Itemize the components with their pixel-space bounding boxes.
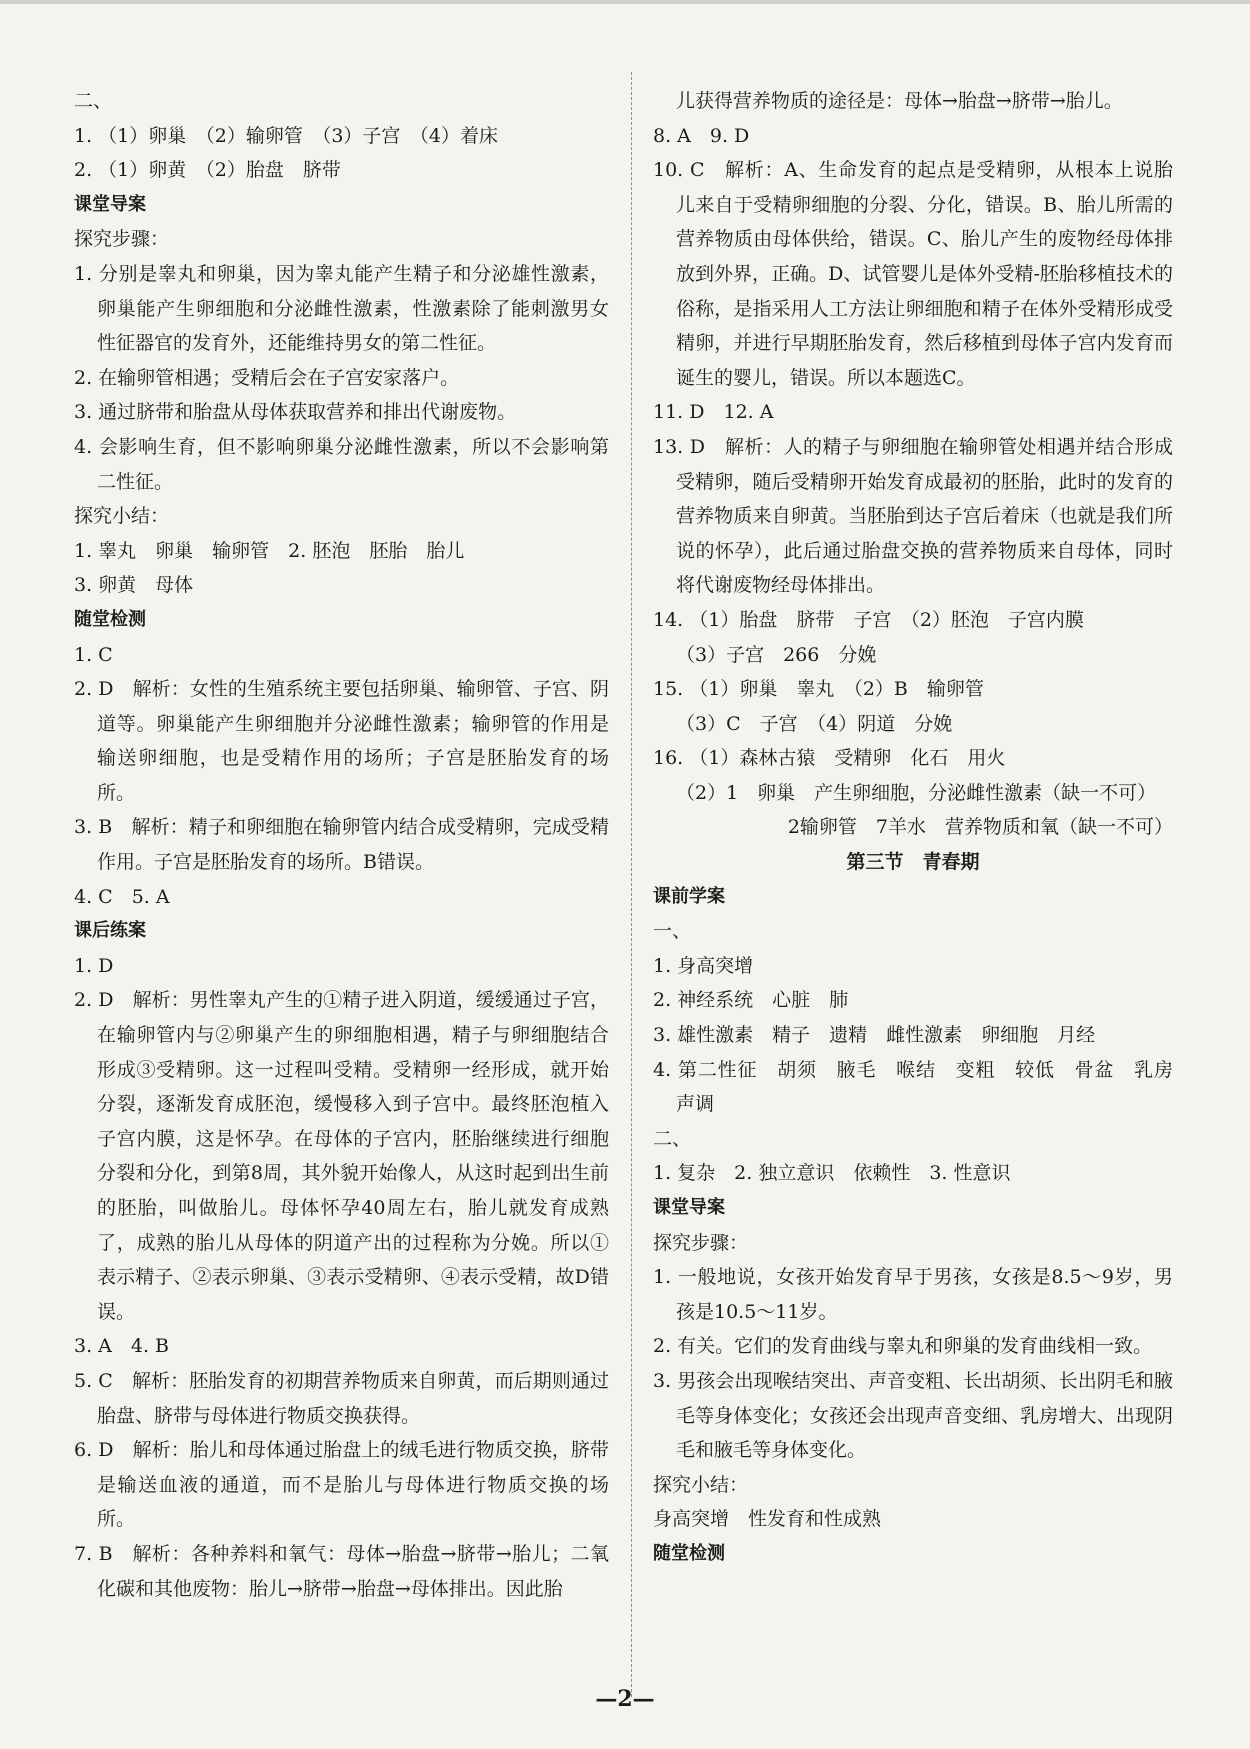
text-line: 3. A 4. B	[74, 1335, 170, 1358]
text-line: 2. 神经系统 心脏 肺	[653, 989, 849, 1012]
text-line: 探究步骤：	[74, 228, 170, 251]
section-heading: 随堂检测	[74, 608, 146, 630]
text-line: （3）C 子宫 （4）阴道 分娩	[676, 712, 953, 735]
text-line: 1. 睾丸 卵巢 输卵管 2. 胚泡 胚胎 胎儿	[74, 539, 465, 562]
text-line: 15. （1）卵巢 睾丸 （2）B 输卵管	[653, 678, 984, 701]
text-line: 一、	[653, 920, 692, 943]
text-line: 1. C	[74, 643, 113, 666]
answer-item: 7. B 解析：各种养料和氧气：母体→胎盘→脐带→胎儿；二氧化碳和其他废物：胎儿→脐带→胎盘→母体排出。因此胎	[74, 1542, 609, 1600]
answer-item: 5. C 解析：胚胎发育的初期营养物质来自卵黄，而后期则通过胎盘、脐带与母体进行物质交换获得。	[74, 1369, 609, 1427]
text-line: 二、	[74, 90, 113, 112]
text-line: 2输卵管 7羊水 营养物质和氧（缺一不可）	[787, 816, 1173, 839]
text-line: 儿获得营养物质的途径是：母体→胎盘→脐带→胎儿。	[676, 90, 1123, 112]
answer-item: 4. 会影响生育，但不影响卵巢分泌雌性激素，所以不会影响第二性征。	[74, 435, 609, 493]
answer-item: 3. B 解析：精子和卵细胞在输卵管内结合成受精卵，完成受精作用。子宫是胚胎发育的场所。B错误。	[74, 816, 609, 874]
answer-item: 2. D 解析：女性的生殖系统主要包括卵巢、输卵管、子宫、阴道等。卵巢能产生卵细胞并分泌雌性激素；输卵管的作用是输送卵细胞，也是受精作用的场所；子宫是胚胎发育的场所。	[74, 678, 609, 804]
answer-item: 10. C 解析：A、生命发育的起点是受精卵，从根本上说胎儿来自于受精卵细胞的分裂、分化，错误。B、胎儿所需的营养物质由母体供给，错误。C、胎儿产生的废物经母体排放到外界，正确。D、试管婴儿是体外受精-胚胎移植技术的俗称，是指采用人工方法让卵细胞和精子在体外受精形成受精卵，并进行早期胚胎发育，然后移植到母体子宫内发育而诞生的婴儿，错误。所以本题选C。	[653, 159, 1173, 389]
answer-item: 4. 第二性征 胡须 腋毛 喉结 变粗 较低 骨盆 乳房 声调	[653, 1058, 1193, 1116]
section-heading: 随堂检测	[653, 1542, 725, 1564]
text-line: 8. A 9. D	[653, 124, 750, 147]
text-line: 4. C 5. A	[74, 885, 170, 908]
answer-item: 2. 在输卵管相遇；受精后会在子宫安家落户。	[74, 366, 460, 389]
left-column	[74, 84, 609, 1606]
text-line: 二、	[653, 1127, 692, 1150]
right-column	[653, 84, 1193, 1572]
text-line: （3）子宫 266 分娩	[676, 643, 877, 666]
answer-item: 3. 通过脐带和胎盘从母体获取营养和排出代谢废物。	[74, 401, 517, 424]
text-line: 2. （1）卵黄 （2）胎盘 脐带	[74, 159, 341, 182]
text-line: 探究小结：	[653, 1473, 749, 1496]
answer-item: 13. D 解析：人的精子与卵细胞在输卵管处相遇并结合形成受精卵，随后受精卵开始发育成最初的胚胎，此时的发育的营养物质来自卵黄。当胚胎到达子宫后着床（也就是我们所说的怀孕），此后通过胎盘交换的营养物质来自母体，同时将代谢废物经母体排出。	[653, 435, 1173, 597]
text-line: 探究步骤：	[653, 1231, 749, 1254]
text-line: 3. 雄性激素 精子 遗精 雌性激素 卵细胞 月经	[653, 1024, 1096, 1047]
answer-item: 1. 一般地说，女孩开始发育早于男孩，女孩是8.5～9岁，男孩是10.5～11岁。	[653, 1266, 1173, 1323]
text-line: 1. （1）卵巢 （2）输卵管 （3）子宫 （4）着床	[74, 124, 499, 147]
answer-item: 6. D 解析：胎儿和母体通过胎盘上的绒毛进行物质交换，脐带是输送血液的通道，而不是胎儿与母体进行物质交换的场所。	[74, 1439, 609, 1531]
top-border	[0, 0, 1250, 4]
text-line: 3. 卵黄 母体	[74, 574, 194, 597]
section-heading: 课后练案	[74, 920, 146, 942]
page-number: —2—	[595, 1686, 655, 1712]
answer-item: 3. 男孩会出现喉结突出、声音变粗、长出胡须、长出阴毛和腋毛等身体变化；女孩还会出现声音变细、乳房增大、出现阴毛和腋毛等身体变化。	[653, 1369, 1173, 1462]
answer-item: 1. 分别是睾丸和卵巢，因为睾丸能产生精子和分泌雄性激素，卵巢能产生卵细胞和分泌雌性激素，性激素除了能刺激男女性征器官的发育外，还能维持男女的第二性征。	[74, 262, 609, 355]
section-heading: 课堂导案	[74, 193, 146, 215]
text-line: 探究小结：	[74, 505, 170, 528]
answer-item: 2. D 解析：男性睾丸产生的①精子进入阴道，缓缓通过子宫，在输卵管内与②卵巢产生的卵细胞相遇，精子与卵细胞结合形成③受精卵。这一过程叫受精。受精卵一经形成，就开始分裂，逐渐发育成胚泡，缓慢移入到子宫中。最终胚泡植入子宫内膜，这是怀孕。在母体的子宫内，胚胎继续进行细胞分裂和分化，到第8周，其外貌开始像人，从这时起到出生前的胚胎，叫做胎儿。母体怀孕40周左右，胎儿就发育成熟了，成熟的胎儿从母体的阴道产出的过程称为分娩。所以①表示精子、②表示卵巢、③表示受精卵、④表示受精，故D错误。	[74, 989, 609, 1323]
section-heading: 课前学案	[653, 885, 725, 907]
text-line: 身高突增 性发育和性成熟	[653, 1508, 882, 1531]
section-heading: 课堂导案	[653, 1197, 725, 1218]
chapter-title: 第三节 青春期	[846, 851, 980, 874]
text-line: 14. （1）胎盘 脐带 子宫 （2）胚泡 子宫内膜	[653, 608, 1084, 631]
answer-item: 2. 有关。它们的发育曲线与睾丸和卵巢的发育曲线相一致。	[653, 1335, 1153, 1358]
column-divider	[631, 72, 632, 1697]
text-line: 1. 复杂 2. 独立意识 依赖性 3. 性意识	[653, 1162, 1011, 1185]
text-line: 1. 身高突增	[653, 954, 754, 977]
text-line: 1. D	[74, 954, 114, 977]
text-line: （2）1 卵巢 产生卵细胞，分泌雌性激素（缺一不可）	[676, 781, 1157, 804]
text-line: 16. （1）森林古猿 受精卵 化石 用火	[653, 747, 1006, 770]
text-line: 11. D 12. A	[653, 401, 774, 424]
